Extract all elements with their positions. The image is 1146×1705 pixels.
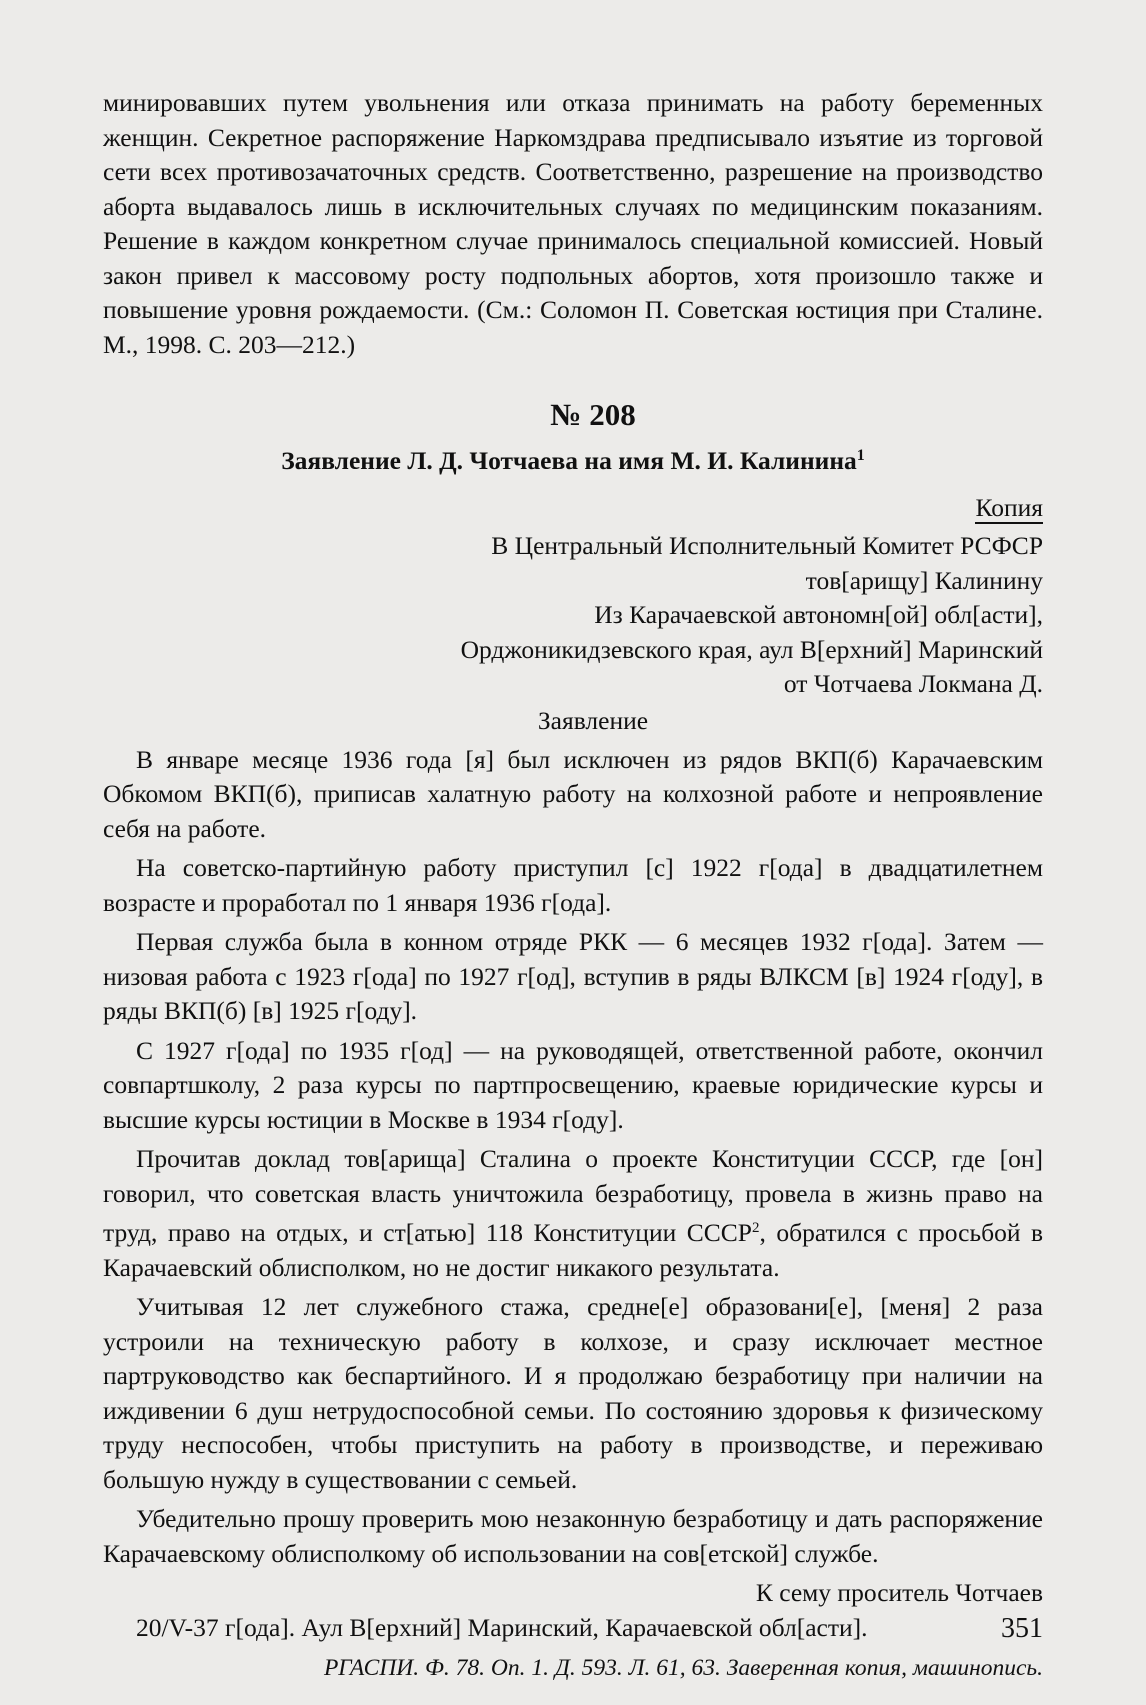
text-column — [103, 86, 1043, 1685]
address-block — [103, 529, 1043, 702]
address-line: тов[арищу] Калинину — [805, 565, 1043, 595]
address-line: В Центральный Исполнительный Комитет РСФСР — [491, 531, 1043, 560]
statement-body — [103, 743, 1043, 1572]
statement-paragraph: В январе месяце 1936 года [я] был исключен из рядов ВКП(б) Карачаевским Обкомом ВКП(б), приписав халатную работу на колхозной работе и непроявление себя на работе. — [103, 744, 1043, 843]
address-line: от Чотчаева Локмана Д. — [783, 669, 1043, 698]
date-place-line: 20/V-37 г[ода]. Аул В[ерхний] Маринский, Карачаевской обл[асти]. — [136, 1612, 868, 1642]
address-line: Из Карачаевской автономн[ой] обл[асти], — [594, 600, 1043, 629]
statement-paragraph: Первая служба была в конном отряде РКК — 6 месяцев 1932 г[ода]. Затем — низовая работа с 1923 г[ода] по 1927 г[од], вступив в ряды ВЛКСМ [в] 1924 г[оду], в ряды ВКП(б) [в] 1925 г[оду]. — [103, 927, 1043, 1025]
paragraph-text-tail: , обратился с просьбой в Карачаевский облисполком, но не достиг никакого результата. — [103, 1218, 1044, 1282]
copy-mark-text: Копия — [975, 493, 1043, 522]
archive-source: РГАСПИ. Ф. 78. Оп. 1. Д. 593. Л. 61, 63. Заверенная копия, машинопись. — [323, 1655, 1043, 1681]
intro-paragraph: минировавших путем увольнения или отказа принимать на работу беременных женщин. Секретное распоряжение Наркомздрава предписывало изъятие из торговой сети всех противозачаточных средств. Соответственно, разрешение на производство аборта выдавалось лишь в исключительных случаях по медицинским показаниям. Решение в каждом конкретном случае принималось специальной комиссией. Новый закон привел к массовому росту подпольных абортов, хотя произошло также и повышение уровня рождаемости. (См.: Соломон П. Советская юстиция при Сталине. М., 1998. С. 203—212.) — [103, 88, 1043, 359]
statement-paragraph: С 1927 г[ода] по 1935 г[од] — на руководящей, ответственной работе, окончил совпартшколу, 2 раза курсы по партпросвещению, краевые юридические курсы и высшие курсы юстиции в Москве в 1934 г[оду]. — [103, 1035, 1043, 1134]
page-number: 351 — [1001, 1613, 1043, 1644]
document-title-text: Заявление Л. Д. Чотчаева на имя М. И. Калинина — [281, 446, 857, 475]
statement-paragraph — [103, 1142, 1043, 1285]
footnote-ref: 2 — [751, 1220, 760, 1236]
footnote-ref: 1 — [856, 447, 865, 464]
address-line: Орджоникидзевского края, аул В[ерхний] Маринский — [460, 634, 1043, 664]
copy-mark — [103, 491, 1043, 525]
statement-paragraph: На советско-партийную работу приступил [с] 1922 г[ода] в двадцатилетнем возрасте и проработал по 1 января 1936 г[ода]. — [103, 853, 1043, 917]
document-number: № 208 — [550, 397, 636, 432]
paragraph-text: Прочитав доклад тов[арища] Сталина о проекте Конституции СССР, где [он] говорил, что советская власть уничтожила безработицу, провела в жизнь право на труд, право на отдых, и ст[атью] 118 Конституции СССР — [103, 1144, 1043, 1247]
statement-paragraph: Убедительно прошу проверить мою незаконную безработицу и дать распоряжение Карачаевскому облисполкому об использовании на сов[етской] службе. — [103, 1504, 1043, 1568]
signature-line: К сему проситель Чотчаев — [755, 1578, 1043, 1607]
document-title — [103, 438, 1043, 479]
statement-paragraph: Учитывая 12 лет служебного стажа, средне[е] образовани[е], [меня] 2 раза устроили на техническую работу в колхозе, и сразу исключает местное партруководство как беспартийного. И я продолжаю безработицу при наличии на иждивении 6 душ нетрудоспособной семьи. По состоянию здоровья к физическому труду неспособен, чтобы приступить на работу в производстве, и переживаю большую нужду в существовании с семьей. — [103, 1292, 1043, 1494]
statement-heading: Заявление — [537, 705, 649, 735]
